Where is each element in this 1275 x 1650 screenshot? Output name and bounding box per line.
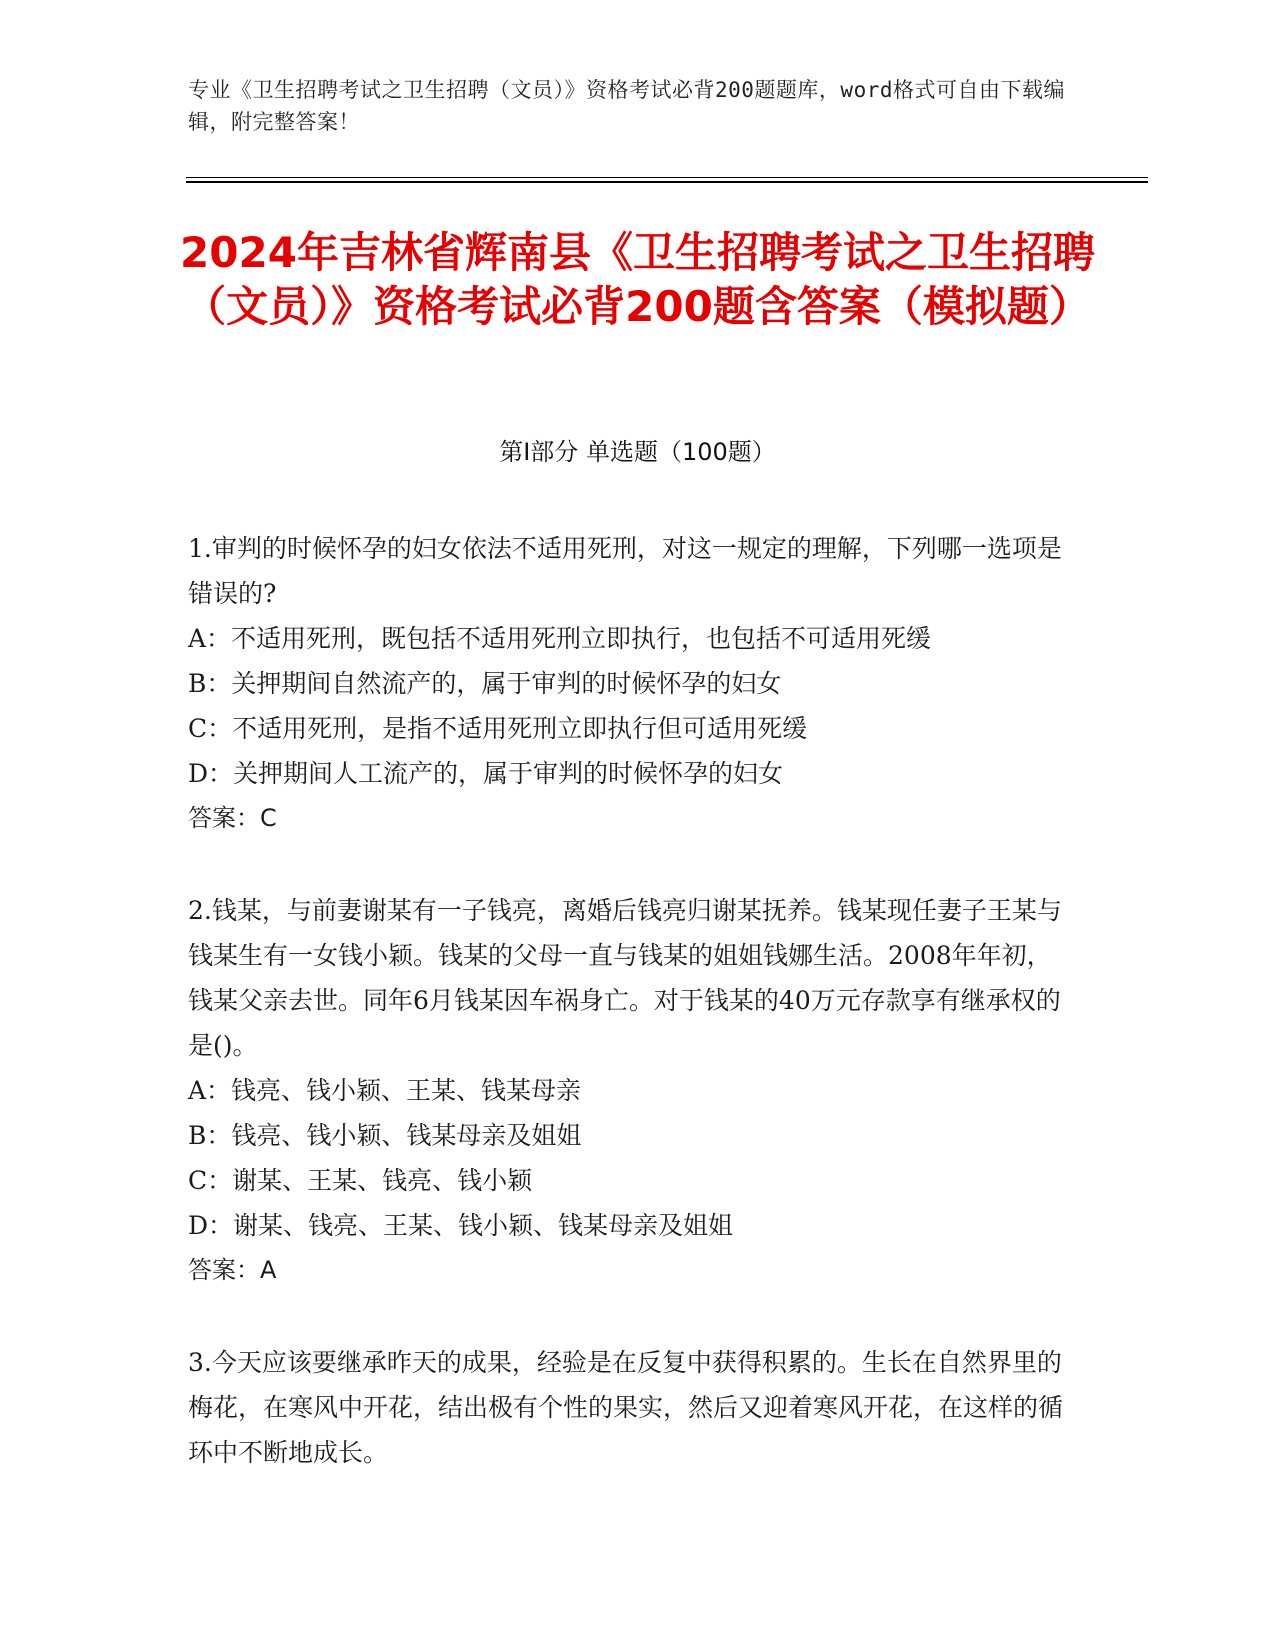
option-a: A：钱亮、钱小颖、王某、钱某母亲 [188, 1076, 582, 1105]
question-stem: 2.钱某，与前妻谢某有一子钱亮，离婚后钱亮归谢某抚养。钱某现任妻子王某与钱某生有一女钱小颖。钱某的父母一直与钱某的姐姐钱娜生活。2008年年初，钱某父亲去世。同年6月钱某因车祸身亡。对于钱某的40万元存款享有继承权的是()。 [188, 896, 1062, 1060]
option-d: D：关押期间人工流产的，属于审判的时候怀孕的妇女 [188, 759, 784, 788]
option-c: C：不适用死刑，是指不适用死刑立即执行但可适用死缓 [188, 714, 808, 743]
option-c: C：谢某、王某、钱亮、钱小颖 [188, 1166, 533, 1195]
header-note: 专业《卫生招聘考试之卫生招聘（文员）》资格考试必背200题题库，word格式可自由下载编辑，附完整答案！ [188, 78, 1065, 134]
option-b: B：关押期间自然流产的，属于审判的时候怀孕的妇女 [188, 669, 782, 698]
option-a: A：不适用死刑，既包括不适用死刑立即执行，也包括不可适用死缓 [188, 624, 932, 653]
question-item [188, 526, 1068, 841]
question-stem: 1.审判的时候怀孕的妇女依法不适用死刑，对这一规定的理解，下列哪一选项是错误的? [188, 534, 1062, 608]
question-list [188, 526, 1068, 1522]
question-item [188, 888, 1068, 1293]
option-list [188, 1068, 1068, 1248]
option-d: D：谢某、钱亮、王某、钱小颖、钱某母亲及姐姐 [188, 1211, 734, 1240]
header-rule-thick [186, 181, 1148, 183]
answer-line: 答案：A [188, 1256, 277, 1284]
answer-line: 答案：C [188, 804, 277, 832]
document-title: 2024年吉林省辉南县《卫生招聘考试之卫生招聘（文员）》资格考试必背200题含答案（模拟题） [180, 228, 1095, 331]
question-item [188, 1340, 1068, 1475]
section-heading: 第I部分 单选题（100题） [499, 438, 776, 466]
option-b: B：钱亮、钱小颖、钱某母亲及姐姐 [188, 1121, 582, 1150]
option-list [188, 616, 1068, 796]
question-stem: 3.今天应该要继承昨天的成果，经验是在反复中获得积累的。生长在自然界里的梅花，在寒风中开花，结出极有个性的果实，然后又迎着寒风开花，在这样的循环中不断地成长。 [188, 1348, 1064, 1467]
header-rule-thin [186, 177, 1148, 178]
